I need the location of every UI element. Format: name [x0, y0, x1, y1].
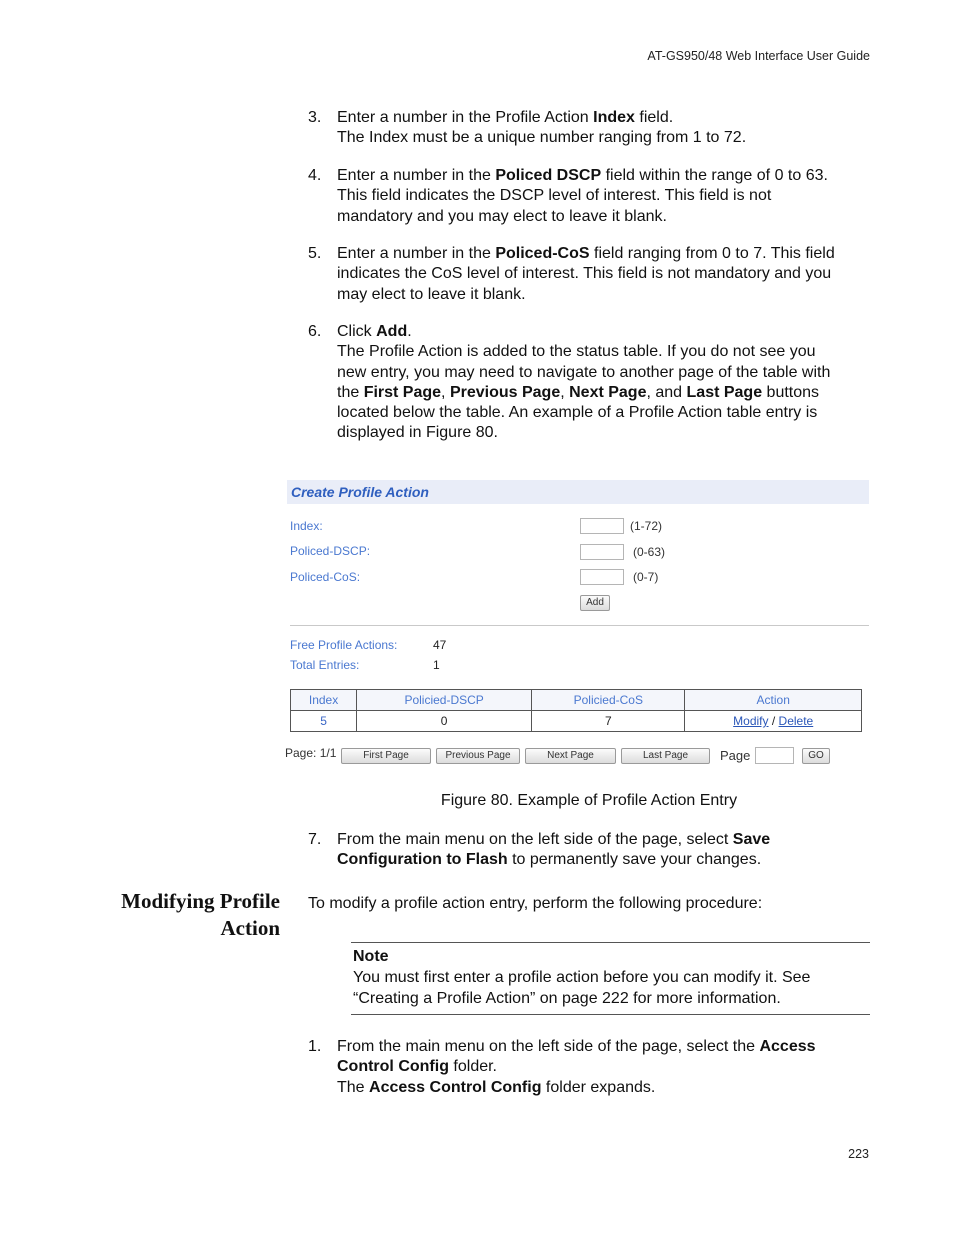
bold-term: Next Page: [569, 383, 647, 401]
page-number-input[interactable]: [755, 747, 794, 764]
step-number: 6.: [308, 323, 322, 340]
bold-term: Policed-CoS: [495, 245, 590, 262]
step-line: [337, 830, 878, 850]
step-line: [337, 423, 878, 443]
bold-term: Add: [376, 323, 408, 340]
page-number: 223: [848, 1147, 869, 1161]
note-text-line2: “Creating a Profile Action” on page 222 for more information.: [353, 990, 781, 1007]
section-intro: To modify a profile action entry, perform the following procedure:: [308, 895, 763, 912]
header-policied-cos: Policied-CoS: [532, 690, 685, 711]
bold-term: Control Config: [337, 1058, 449, 1076]
free-profile-actions-label: Free Profile Actions:: [290, 638, 398, 652]
step-body: [337, 244, 878, 305]
add-button[interactable]: Add: [580, 595, 610, 611]
text-run: The Profile Action is added to the status table. If you do not see you: [337, 343, 816, 361]
section-heading-line2: Action: [220, 916, 280, 940]
step-line: [337, 383, 878, 403]
step-body: [337, 1037, 878, 1098]
step-6: [308, 322, 878, 444]
step-number: 7.: [308, 831, 322, 848]
step-line: [337, 285, 878, 305]
policed-cos-label: Policed-CoS:: [290, 570, 361, 584]
table-row: [291, 711, 862, 732]
note-box: [351, 942, 870, 1015]
bold-term: Policed DSCP: [495, 167, 602, 184]
policed-dscp-input[interactable]: [580, 544, 624, 560]
step-number: 3.: [308, 109, 322, 126]
action-separator: /: [771, 714, 776, 728]
table-header-row: [291, 690, 862, 711]
page-info: Page: 1/1: [285, 746, 337, 760]
step-line: [337, 1057, 878, 1077]
text-run: new entry, you may need to navigate to another page of the table with: [337, 363, 831, 381]
text-run: indicates the CoS level of interest. This field is not mandatory and you: [337, 265, 832, 283]
step-line: [337, 128, 878, 148]
index-input[interactable]: [580, 518, 624, 534]
text-run: The: [337, 1078, 370, 1096]
step-5: [308, 244, 878, 305]
total-entries-label: Total Entries:: [290, 658, 360, 672]
section-heading-line1: Modifying Profile: [121, 889, 280, 913]
text-run: the: [337, 383, 364, 401]
step-line: [337, 1078, 878, 1098]
text-run: field.: [634, 109, 674, 126]
note-text-line1: You must first enter a profile action before you can modify it. See: [353, 969, 811, 986]
text-run: buttons: [762, 383, 820, 401]
text-run: ,: [560, 383, 570, 401]
step-body: [337, 108, 878, 149]
bold-term: Previous Page: [449, 383, 561, 401]
policed-dscp-label: Policed-DSCP:: [290, 544, 371, 558]
text-run: Enter a number in the: [337, 245, 496, 262]
figure-divider: [290, 625, 869, 626]
previous-page-button[interactable]: Previous Page: [436, 748, 520, 764]
bold-term: Save: [732, 831, 771, 848]
step-line: [337, 1037, 878, 1057]
text-run: .: [407, 323, 412, 340]
text-run: From the main menu on the left side of the page, select the: [337, 1038, 760, 1055]
step-line: [337, 403, 878, 423]
policed-cos-range: (0-7): [633, 570, 659, 584]
step-line: [337, 363, 878, 383]
text-run: displayed in Figure 80.: [337, 424, 498, 442]
step-line: [337, 166, 878, 186]
profile-action-table: [290, 689, 862, 732]
text-run: field within the range of 0 to 63.: [601, 167, 828, 184]
figure-title: Create Profile Action: [287, 480, 869, 504]
cell-dscp: 0: [357, 711, 532, 732]
text-run: folder.: [448, 1058, 497, 1076]
bold-term: Last Page: [686, 383, 763, 401]
header-policied-dscp: Policied-DSCP: [357, 690, 532, 711]
text-run: folder expands.: [541, 1078, 656, 1096]
text-run: Enter a number in the: [337, 167, 496, 184]
step-7: [308, 830, 878, 871]
figure-caption: Figure 80. Example of Profile Action Entry: [440, 792, 738, 809]
text-run: mandatory and you may elect to leave it blank.: [337, 207, 667, 225]
first-page-button[interactable]: First Page: [341, 748, 431, 764]
go-button[interactable]: GO: [802, 748, 830, 764]
step-1: [308, 1037, 878, 1098]
text-run: Enter a number in the Profile Action: [337, 109, 594, 126]
text-run: From the main menu on the left side of the page, select: [337, 831, 733, 848]
text-run: field ranging from 0 to 7. This field: [589, 245, 835, 262]
running-header: AT-GS950/48 Web Interface User Guide: [647, 49, 870, 63]
text-run: This field indicates the DSCP level of interest. This field is not: [337, 187, 772, 205]
step-line: [337, 322, 878, 342]
index-label: Index:: [290, 519, 323, 533]
bold-term: First Page: [363, 383, 442, 401]
bold-term: Access: [759, 1038, 816, 1055]
text-run: may elect to leave it blank.: [337, 285, 526, 303]
step-line: [337, 342, 878, 362]
note-title: Note: [353, 948, 389, 965]
step-body: [337, 322, 878, 444]
text-run: , and: [646, 383, 687, 401]
index-range: (1-72): [630, 519, 663, 533]
cell-cos: 7: [532, 711, 685, 732]
free-profile-actions-value: 47: [433, 638, 447, 652]
step-line: [337, 108, 878, 128]
section-heading: [60, 888, 280, 942]
step-line: [337, 186, 878, 206]
text-run: ,: [441, 383, 450, 401]
modify-link[interactable]: Modify: [733, 714, 769, 728]
last-page-button[interactable]: Last Page: [621, 748, 710, 764]
step-line: [337, 207, 878, 227]
step-number: 5.: [308, 245, 322, 262]
policed-dscp-range: (0-63): [633, 545, 666, 559]
bold-term: Index: [593, 109, 635, 126]
policed-cos-input[interactable]: [580, 569, 624, 585]
total-entries-value: 1: [433, 658, 440, 672]
page-label: Page: [720, 748, 751, 763]
bold-term: Configuration to Flash: [337, 851, 508, 869]
step-body: [337, 166, 878, 227]
text-run: Click: [337, 323, 377, 340]
bold-term: Access Control Config: [369, 1078, 542, 1096]
step-line: [337, 244, 878, 264]
text-run: located below the table. An example of a Profile Action table entry is: [337, 404, 818, 422]
step-number: 1.: [308, 1038, 322, 1055]
step-line: [337, 264, 878, 284]
step-3: [308, 108, 878, 149]
cell-index: 5: [291, 711, 357, 732]
step-line: [337, 850, 878, 870]
step-body: [337, 830, 878, 871]
text-run: The Index must be a unique number ranging from 1 to 72.: [337, 129, 747, 147]
delete-link[interactable]: Delete: [778, 714, 814, 728]
cell-action: [685, 711, 862, 732]
step-number: 4.: [308, 167, 322, 184]
next-page-button[interactable]: Next Page: [525, 748, 616, 764]
header-action: Action: [685, 690, 862, 711]
text-run: to permanently save your changes.: [507, 851, 762, 869]
step-4: [308, 166, 878, 227]
header-index: Index: [291, 690, 357, 711]
